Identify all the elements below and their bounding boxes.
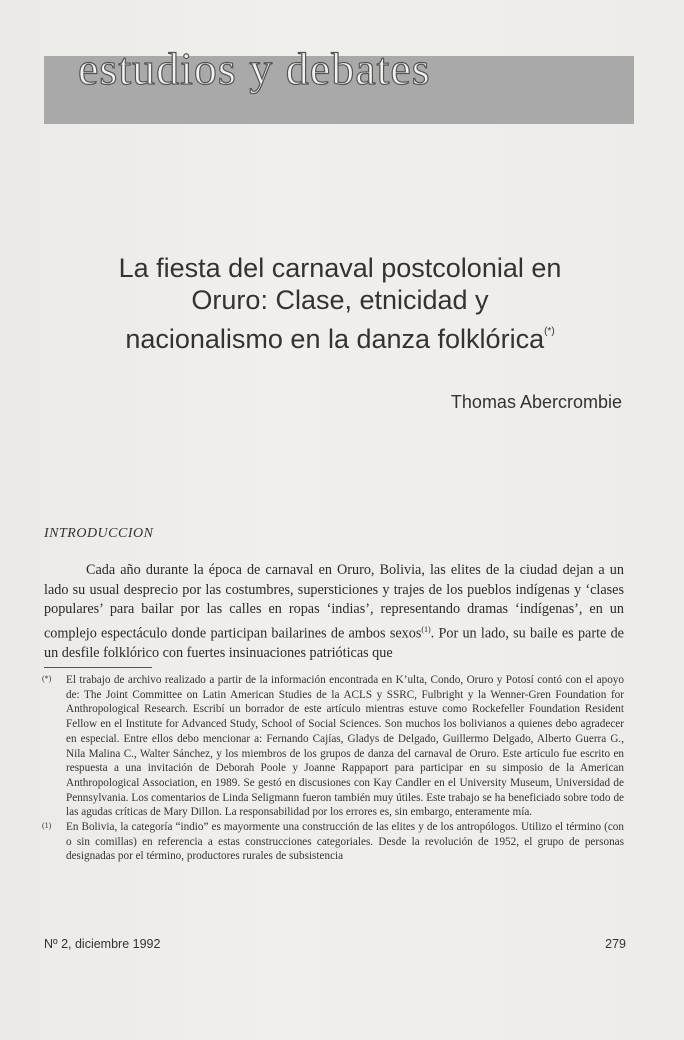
body-paragraph-part-2: . Por un lado, su baile es parte de un desfile folklórico con fuertes insinuaciones patrióticas que	[44, 625, 624, 661]
article-title-line-3	[40, 316, 640, 355]
footnote-mark: (*)	[42, 674, 52, 683]
issue-info: Nº 2, diciembre 1992	[44, 937, 161, 951]
footnote-text: En Bolivia, la categoría “indio” es mayormente una construcción de las elites y de los antropólogos. Utilizo el término (con o sin comillas) en referencia a estas construcciones categoriales. Desde la revolución de 1952, el grupo de personas designadas por el término, productores rurales de subsistencia	[66, 821, 624, 863]
body-text	[44, 561, 624, 663]
body-paragraph-part-1: Cada año durante la época de carnaval en Oruro, Bolivia, las elites de la ciudad dejan a un lado su usual desprecio por las costumbres, supersticiones y trajes de los pueblos indígenas y ‘clases populares’ para bailar por las calles en ropas ‘indias’, representando dramas ‘indígenas’, en un complejo espectáculo donde participan bailarines de ambos sexos	[44, 562, 624, 642]
article-title	[40, 252, 640, 355]
article-title-line-2: Oruro: Clase, etnicidad y	[191, 285, 489, 315]
body-note-mark: (1)	[421, 624, 431, 634]
footnote	[42, 820, 624, 864]
footnote-mark: (1)	[42, 821, 52, 831]
section-heading: INTRODUCCION	[44, 526, 154, 541]
author-name: Thomas Abercrombie	[450, 392, 622, 412]
page-number: 279	[605, 937, 626, 951]
footnote-text: El trabajo de archivo realizado a partir de la información encontrada en K’ulta, Condo, Oruro y Potosí contó con el apoyo de: The Joint Committee on Latin American Studies de la ACLS y SSRC, Fulbright y la Wenner-Gren Foundation for Anthropological Research. Escribí un borrador de este artículo mientras estuve como Rockefeller Foundation Resident Fellow en el Institute for Advanced Study, School of Social Sciences. Son muchos los bolivianos a quienes debo agradecer en especial. Entre ellos debo mencionar a: Fernando Cajías, Gladys de Delgado, Guillermo Delgado, Alberto Guerra G., Nila Malina C., Walter Sánchez, y los miembros de los grupos de danza del carnaval de Oruro. Este artículo fue escrito en respuesta a una invitación de Deborah Poole y Joanne Rappaport para participar en su simposio de la American Anthropological Association, en 1989. Se gestó en discusiones con Kay Candler en el University Museum, Universidad de Pennsylvania. Los comentarios de Linda Seligmann fueron también muy útiles. Este trabajo se ha beneficiado sobre todo de las agudas críticas de Mary Dillon. La responsabilidad por los errores es, sin embargo, enteramente mía.	[66, 674, 624, 819]
body-paragraph	[44, 561, 624, 663]
article-title-line-1: La fiesta del carnaval postcolonial en	[118, 253, 562, 283]
section-title: estudios y debates	[78, 43, 431, 94]
footnotes	[42, 673, 624, 864]
article-title-line-3-text: nacionalismo en la danza folklórica	[125, 324, 545, 354]
title-note-mark: (*)	[544, 326, 555, 337]
footnote-rule	[44, 667, 152, 668]
footnote	[42, 673, 624, 820]
